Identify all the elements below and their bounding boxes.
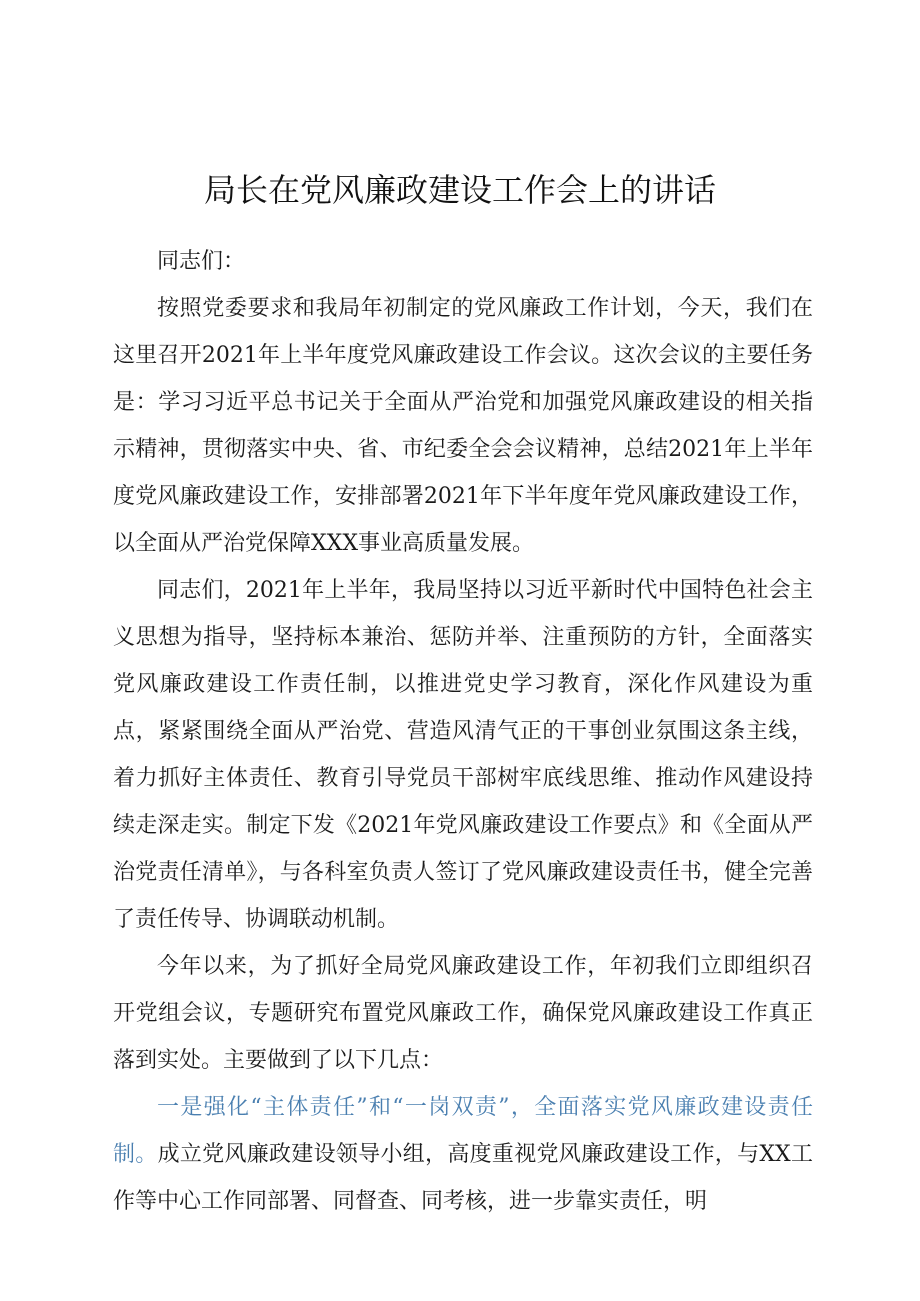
paragraph-4-text: 成立党风廉政建设领导小组，高度重视党风廉政建设工作，与XX工作等中心工作同部署、同督查、同考核，进一步靠实责任，明 [113,1142,813,1214]
paragraph-3: 今年以来，为了抓好全局党风廉政建设工作，年初我们立即组织召开党组会议，专题研究布置党风廉政工作，确保党风廉政建设工作真正落到实处。主要做到了以下几点： [113,954,813,1073]
document-body [113,238,813,1225]
paragraph-2: 同志们，2021年上半年，我局坚持以习近平新时代中国特色社会主义思想为指导，坚持标本兼治、惩防并举、注重预防的方针，全面落实党风廉政建设工作责任制，以推进党史学习教育，深化作风建设为重点，紧紧围绕全面从严治党、营造风清气正的干事创业氛围这条主线，着力抓好主体责任、教育引导党员干部树牢底线思维、推动作风建设持续走深走实。制定下发《2021年党风廉政建设工作要点》和《全面从严治党责任清单》，与各科室负责人签订了党风廉政建设责任书，健全完善了责任传导、协调联动机制。 [113,578,813,932]
paragraph-salutation: 同志们： [157,249,246,274]
document-title: 局长在党风廉政建设工作会上的讲话 [203,171,716,209]
paragraph-4 [113,1084,813,1225]
paragraph-4-heading: 一是强化“主体责任”和“一岗双责”，全面落实党风廉政建设责任制。 [113,1095,813,1167]
paragraph-1: 按照党委要求和我局年初制定的党风廉政工作计划，今天，我们在这里召开2021年上半年度党风廉政建设工作会议。这次会议的主要任务是：学习习近平总书记关于全面从严治党和加强党风廉政建设的相关指示精神，贯彻落实中央、省、市纪委全会会议精神，总结2021年上半年度党风廉政建设工作，安排部署2021年下半年度年党风廉政建设工作，以全面从严治党保障XXX事业高质量发展。 [113,296,813,556]
